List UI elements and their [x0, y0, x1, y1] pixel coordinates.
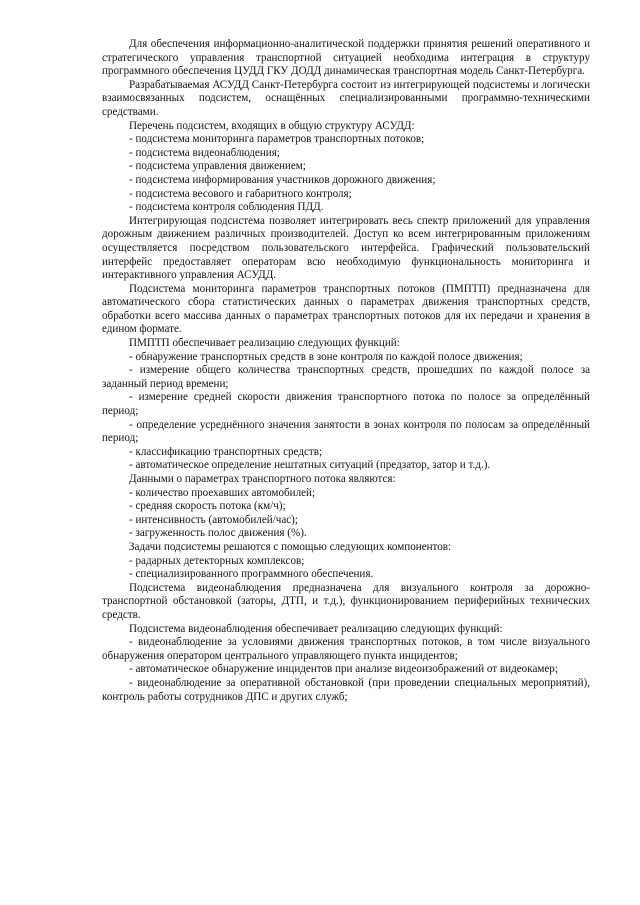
paragraph-asudd-structure: Разрабатываемая АСУДД Санкт-Петербурга состоит из интегрирующей подсистемы и логически взаимосвязанных подсистем, оснащённых специализированными программно-техническими средствами. — [102, 78, 590, 118]
paragraph-subsystems-heading: Перечень подсистем, входящих в общую структуру АСУДД: — [129, 119, 415, 132]
list-item: - классификацию транспортных средств; — [129, 445, 323, 458]
list-item: - обнаружение транспортных средств в зоне контроля по каждой полосе движения; — [129, 350, 523, 363]
list-item: - подсистема видеонаблюдения; — [129, 146, 280, 159]
list-item: - подсистема контроля соблюдения ПДД. — [129, 201, 324, 214]
list-item: - видеонаблюдение за оперативной обстановкой (при проведении специальных мероприятий), контроль работы сотрудников ДПС и других служб; — [102, 676, 590, 703]
list-item: - видеонаблюдение за условиями движения транспортных потоков, в том числе визуального обнаружения оператором центрального управляющего пункта инцидентов; — [102, 636, 590, 662]
list-item: - подсистема мониторинга параметров транспортных потоков; — [129, 133, 425, 146]
paragraph-video-functions-heading: Подсистема видеонаблюдения обеспечивает реализацию следующих функций: — [129, 622, 503, 635]
list-item: - подсистема управления движением; — [129, 160, 306, 173]
paragraph-flow-parameters-heading: Данными о параметрах транспортного потока являются: — [129, 473, 396, 485]
paragraph-pmptp-functions-heading: ПМПТП обеспечивает реализацию следующих функций: — [129, 337, 400, 350]
document-body — [102, 38, 590, 704]
list-item: - автоматическое обнаружение инцидентов при анализе видеоизображений от видеокамер; — [129, 663, 558, 676]
list-item: - средняя скорость потока (км/ч); — [129, 500, 286, 513]
paragraph-pmptp: Подсистема мониторинга параметров транспортных потоков (ПМПТП) предназначена для автоматического сбора статистических данных о параметрах движения транспортных средств, обработки всего массива данных о параметрах транспортных потоков для их передачи и хранения в едином формате. — [102, 282, 590, 336]
list-item: - специализированного программного обеспечения. — [129, 568, 374, 581]
list-item: - интенсивность (автомобилей/час); — [129, 513, 298, 526]
list-item: - радарных детекторных комплексов; — [129, 554, 305, 567]
list-item: - подсистема весового и габаритного контроля; — [129, 187, 352, 200]
list-item: - подсистема информирования участников дорожного движения; — [129, 173, 436, 186]
list-item: - количество проехавших автомобилей; — [129, 486, 316, 499]
paragraph-video-subsystem: Подсистема видеонаблюдения предназначена для визуального контроля за дорожно-транспортной обстановкой (заторы, ДТП, и т.д.), функционированием периферийных технических средств. — [102, 581, 590, 621]
paragraph-integrating-subsystem: Интегрирующая подсистема позволяет интегрировать весь спектр приложений для управления дорожным движением различных производителей. Доступ ко всем интегрированным приложениям осуществляется посредством пользовательского интерфейса. Графический пользовательский интерфейс предоставляет операторам всю необходимую функциональность мониторинга и интерактивного управления АСУДД. — [102, 214, 590, 282]
list-item: - загруженность полос движения (%). — [129, 527, 307, 540]
list-item: - измерение средней скорости движения транспортного потока по полосе за определённый период; — [102, 391, 590, 418]
list-item: - определение усреднённого значения занятости в зонах контроля по полосам за определённый период; — [102, 418, 590, 445]
list-item: - автоматическое определение нештатных ситуаций (предзатор, затор и т.д.). — [129, 459, 491, 472]
list-item: - измерение общего количества транспортных средств, прошедших по каждой полосе за заданный период времени; — [102, 364, 590, 390]
paragraph-components-heading: Задачи подсистемы решаются с помощью следующих компонентов: — [129, 540, 452, 553]
paragraph-intro: Для обеспечения информационно-аналитической поддержки принятия решений оперативного и стратегического управления транспортной ситуацией необходима интеграция в структуру программного обеспечения ЦУДД ГКУ ДОДД динамическая транспортная модель Санкт-Петербурга. — [102, 38, 590, 78]
